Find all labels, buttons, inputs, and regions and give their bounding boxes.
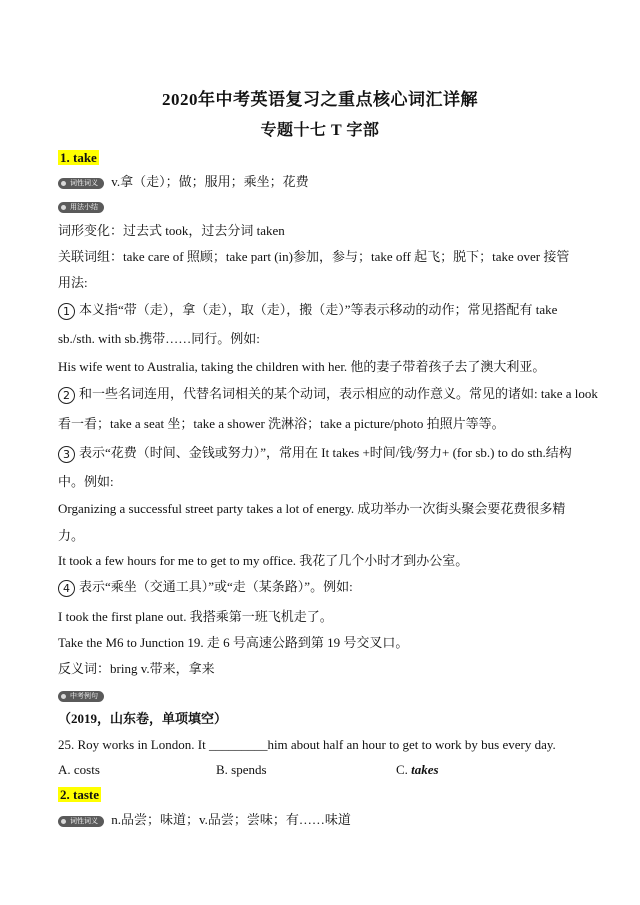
badge-cixing-2: 词性词义 bbox=[58, 816, 104, 827]
word-forms: 词形变化：过去式 took，过去分词 taken bbox=[58, 223, 285, 238]
option-c bbox=[396, 762, 439, 778]
usage-1-line-a bbox=[58, 301, 590, 320]
usage-number-1: 1 bbox=[58, 303, 75, 320]
example-3: It took a few hours for me to get to my office. 我花了几个小时才到办公室。 bbox=[58, 553, 469, 568]
document-title: 2020年中考英语复习之重点核心词汇详解 bbox=[162, 90, 478, 109]
badge-cixing: 词性词义 bbox=[58, 178, 104, 189]
entry-taste-meaning-line bbox=[58, 811, 590, 829]
usage-number-4: 4 bbox=[58, 580, 75, 597]
example-1: His wife went to Australia, taking the children with her. 他的妻子带着孩子去了澳大利亚。 bbox=[58, 359, 546, 374]
example-5: Take the M6 to Junction 19. 走 6 号高速公路到第 19 号交叉口。 bbox=[58, 635, 409, 650]
usage-3-text: 表示“花费（时间、金钱或努力）”，常用在 It takes +时间/钱/努力+ (for sb.) to do sth.结构 bbox=[79, 445, 572, 460]
entry-taste-meaning: n.品尝；味道；v.品尝；尝味；有……味道 bbox=[111, 812, 351, 827]
example-2-line-b: 力。 bbox=[58, 528, 85, 543]
example-2-line-a: Organizing a successful street party takes a lot of energy. 成功举办一次街头聚会要花费很多精 bbox=[58, 501, 566, 516]
usage-3-line-a bbox=[58, 444, 590, 463]
entry-take-heading-line bbox=[58, 149, 590, 167]
entry-take-heading: 1. take bbox=[60, 150, 97, 165]
option-a: A. costs bbox=[58, 762, 100, 777]
exam-question: 25. Roy works in London. It _________him about half an hour to get to work by bus every day. bbox=[58, 737, 556, 752]
usage-2-line-b: 看一看；take a seat 坐；take a shower 洗淋浴；take a picture/photo 拍照片等等。 bbox=[58, 416, 505, 431]
entry-taste-heading-line bbox=[58, 786, 590, 804]
exam-source: （2019，山东卷，单项填空） bbox=[58, 711, 228, 726]
option-b: B. spends bbox=[216, 762, 267, 777]
badge-zhongkao: 中考例句 bbox=[58, 691, 104, 702]
related-phrases: 关联词组：take care of 照顾；take part (in)参加，参与；take off 起飞；脱下；take over 接管 bbox=[58, 249, 570, 264]
antonym: 反义词：bring v.带来，拿来 bbox=[58, 661, 215, 676]
usage-number-2: 2 bbox=[58, 387, 75, 404]
usage-1-text: 本义指“带（走），拿（走），取（走），搬（走）”等表示移动的动作；常见搭配有 take bbox=[79, 302, 558, 317]
badge-zhongkao-line bbox=[58, 686, 590, 704]
document-subtitle: 专题十七 T 字部 bbox=[260, 122, 380, 139]
usage-label: 用法: bbox=[58, 275, 88, 290]
entry-take-meaning-line bbox=[58, 173, 590, 191]
option-c-label: C. bbox=[396, 762, 412, 777]
usage-2-text: 和一些名词连用，代替名词相关的某个动词，表示相应的动作意义。常见的诸如: take a look bbox=[79, 386, 598, 401]
usage-1-line-b: sb./sth. with sb.携带……同行。例如: bbox=[58, 331, 260, 346]
entry-taste-heading: 2. taste bbox=[60, 787, 99, 802]
badge-yongfa-line bbox=[58, 197, 590, 215]
usage-3-line-b: 中。例如: bbox=[58, 474, 114, 489]
usage-2-line-a bbox=[58, 385, 598, 404]
badge-yongfa: 用法小结 bbox=[58, 202, 104, 213]
usage-number-3: 3 bbox=[58, 446, 75, 463]
usage-4-text: 表示“乘坐（交通工具）”或“走（某条路）”。例如: bbox=[79, 579, 353, 594]
entry-take-meaning: v.拿（走）；做；服用；乘坐；花费 bbox=[111, 174, 309, 189]
usage-4-line bbox=[58, 578, 590, 597]
option-c-answer: takes bbox=[411, 762, 439, 777]
example-4: I took the first plane out. 我搭乘第一班飞机走了。 bbox=[58, 609, 333, 624]
